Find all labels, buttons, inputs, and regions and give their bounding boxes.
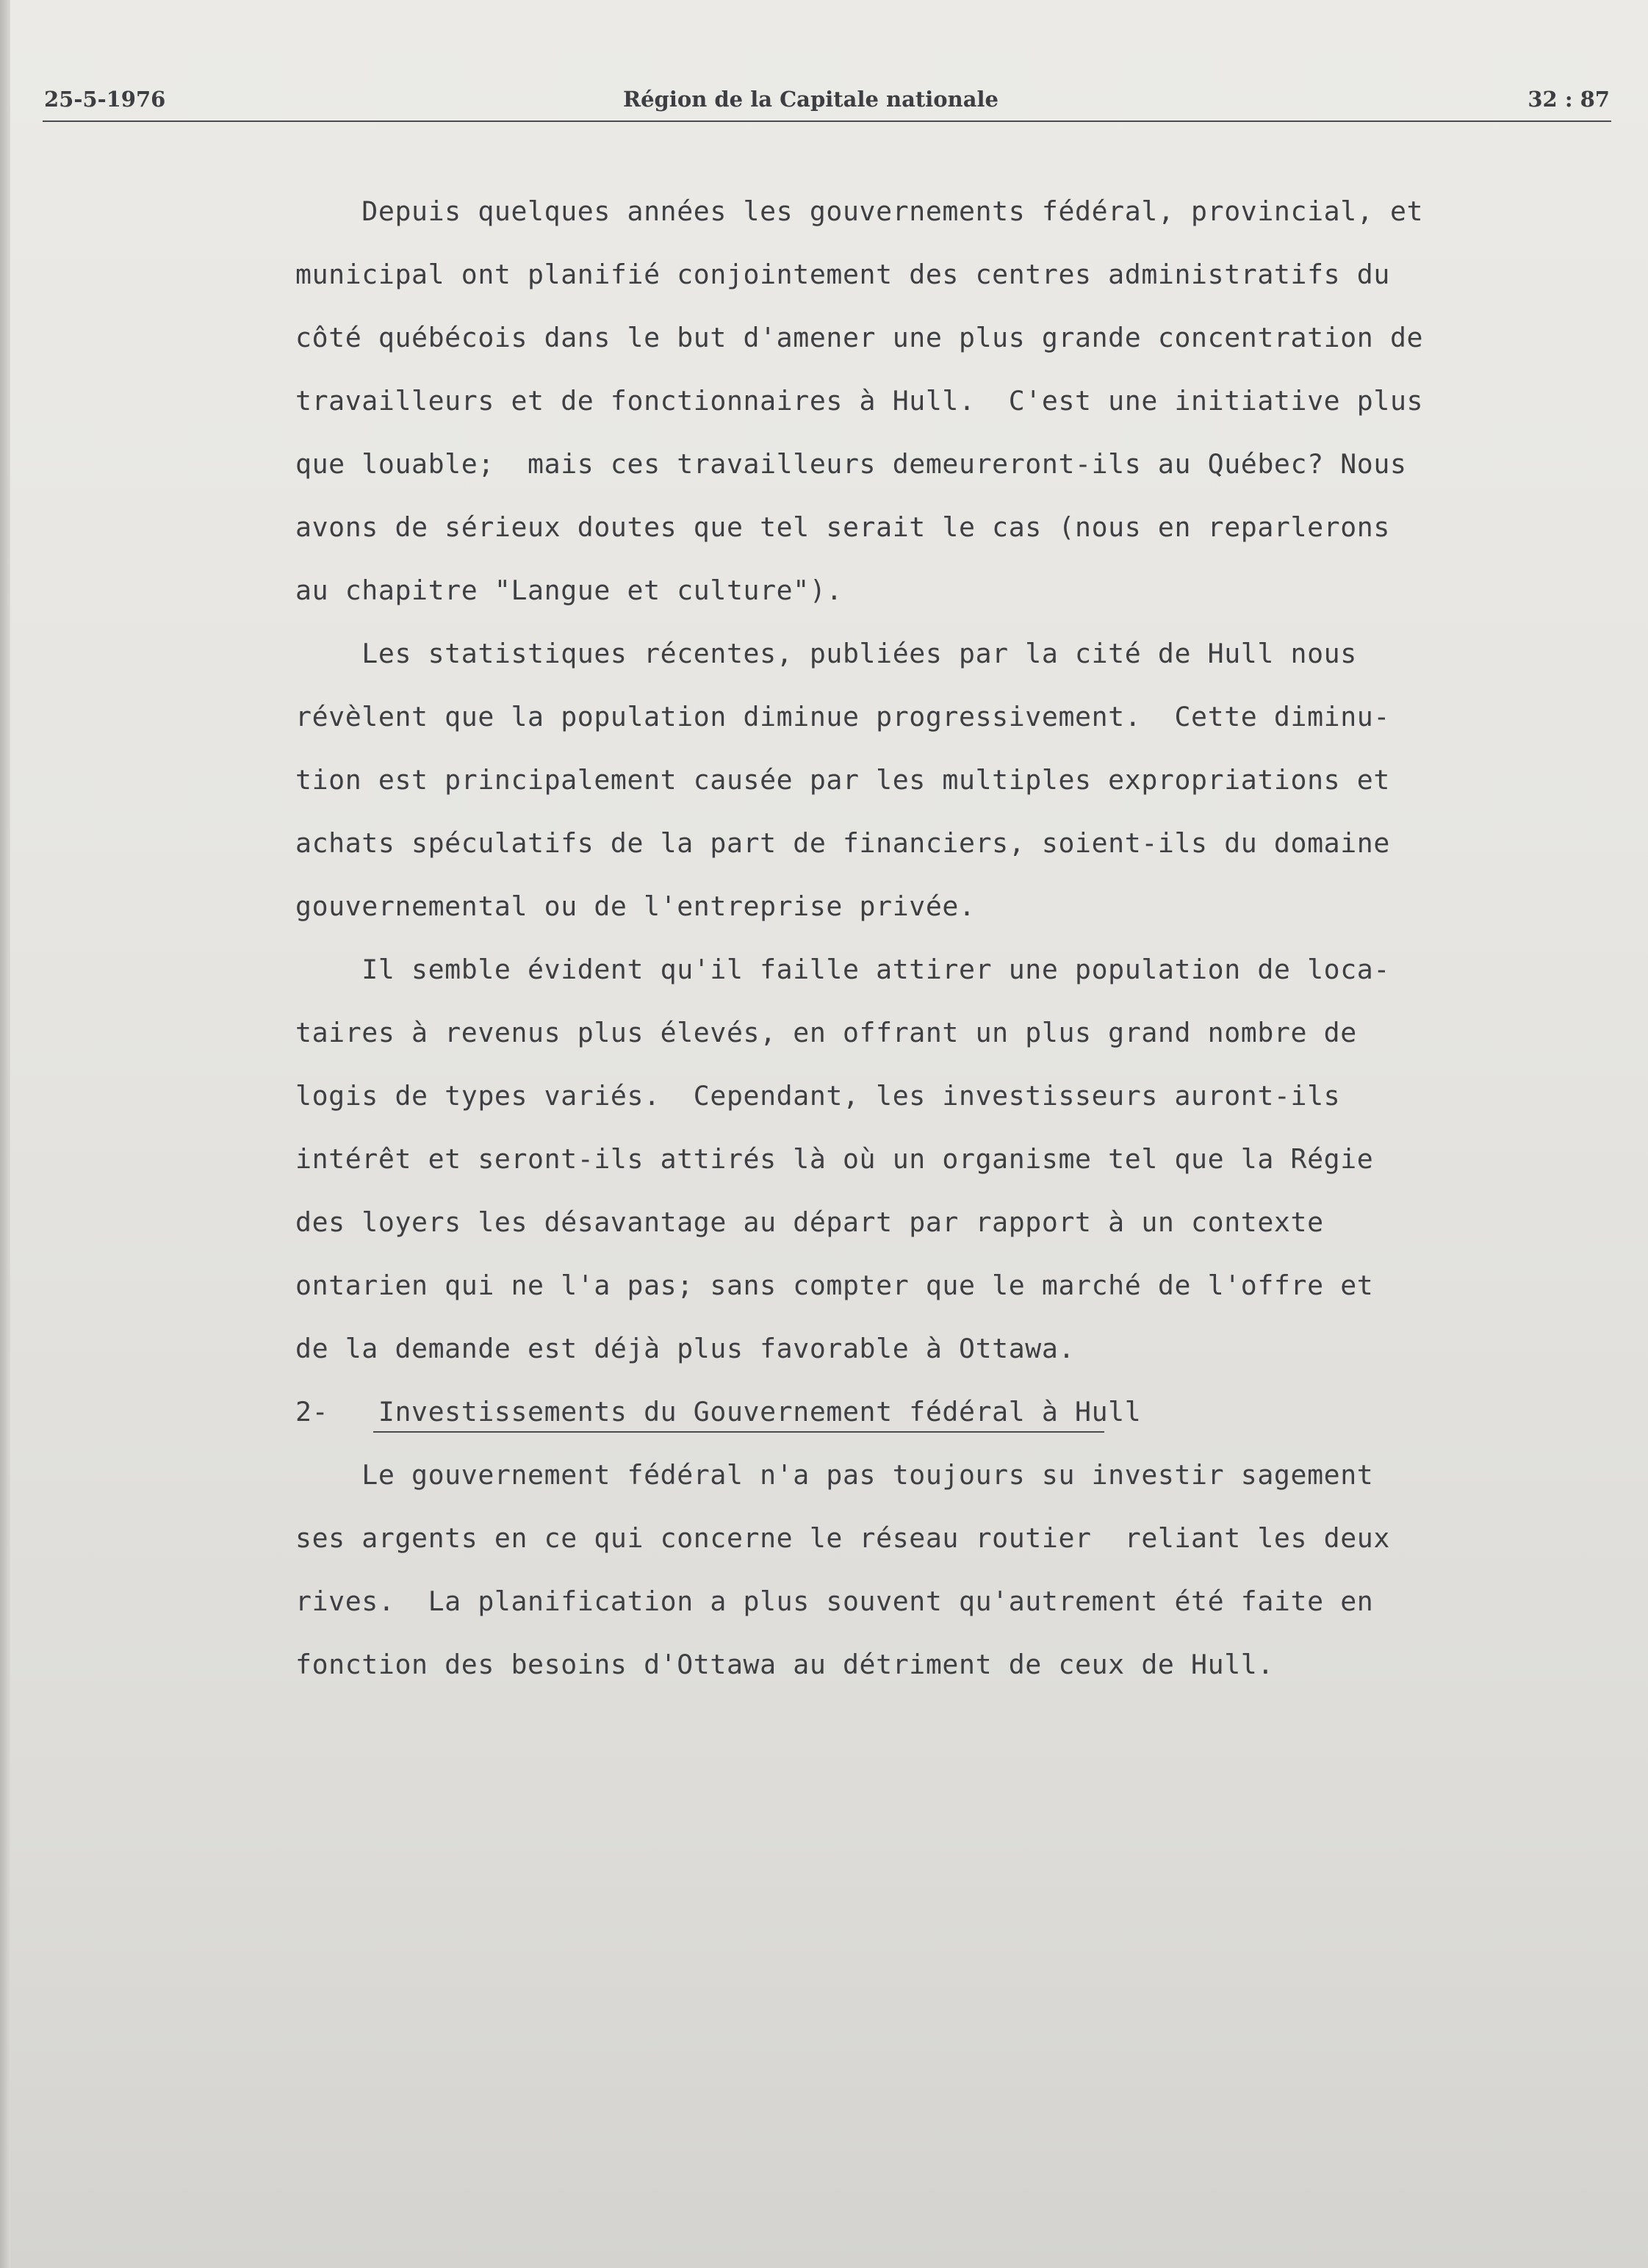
- body-line: Depuis quelques années les gouvernements fédéral, provincial, et: [295, 195, 1424, 227]
- body-line: tion est principalement causée par les multiples expropriations et: [295, 764, 1390, 796]
- header-page-number: 32 : 87: [1528, 87, 1610, 112]
- body-line: côté québécois dans le but d'amener une plus grande concentration de: [295, 322, 1424, 353]
- body-line: des loyers les désavantage au départ par rapport à un contexte: [295, 1206, 1324, 1238]
- body-line: Le gouvernement fédéral n'a pas toujours su investir sagement: [295, 1459, 1374, 1491]
- header-title: Région de la Capitale nationale: [623, 87, 998, 112]
- section-heading-underline: [373, 1431, 1104, 1433]
- body-line: achats spéculatifs de la part de financiers, soient-ils du domaine: [295, 827, 1390, 859]
- body-line: logis de types variés. Cependant, les investisseurs auront-ils: [295, 1080, 1341, 1112]
- body-line: révèlent que la population diminue progressivement. Cette diminu-: [295, 701, 1390, 732]
- body-line: municipal ont planifié conjointement des centres administratifs du: [295, 259, 1390, 290]
- header-date: 25-5-1976: [44, 87, 166, 112]
- body-line: rives. La planification a plus souvent qu'autrement été faite en: [295, 1585, 1374, 1617]
- page-edge-shadow: [0, 0, 10, 2268]
- body-line: au chapitre "Langue et culture").: [295, 575, 843, 606]
- body-line: taires à revenus plus élevés, en offrant un plus grand nombre de: [295, 1017, 1357, 1048]
- body-line: ontarien qui ne l'a pas; sans compter que le marché de l'offre et: [295, 1270, 1374, 1301]
- body-line: Les statistiques récentes, publiées par la cité de Hull nous: [295, 638, 1357, 669]
- section-heading: 2- Investissements du Gouvernement fédéral à Hull: [295, 1396, 1142, 1428]
- body-line: intérêt et seront-ils attirés là où un organisme tel que la Régie: [295, 1143, 1374, 1175]
- body-line: que louable; mais ces travailleurs demeureront-ils au Québec? Nous: [295, 448, 1407, 480]
- header-rule: [43, 120, 1611, 122]
- body-line: Il semble évident qu'il faille attirer une population de loca-: [295, 954, 1390, 985]
- body-line: travailleurs et de fonctionnaires à Hull. C'est une initiative plus: [295, 385, 1424, 417]
- body-line: fonction des besoins d'Ottawa au détriment de ceux de Hull.: [295, 1649, 1274, 1680]
- body-line: gouvernemental ou de l'entreprise privée.: [295, 890, 976, 922]
- body-line: ses argents en ce qui concerne le réseau routier reliant les deux: [295, 1522, 1390, 1554]
- body-line: de la demande est déjà plus favorable à Ottawa.: [295, 1333, 1076, 1364]
- body-line: avons de sérieux doutes que tel serait le cas (nous en reparlerons: [295, 511, 1390, 543]
